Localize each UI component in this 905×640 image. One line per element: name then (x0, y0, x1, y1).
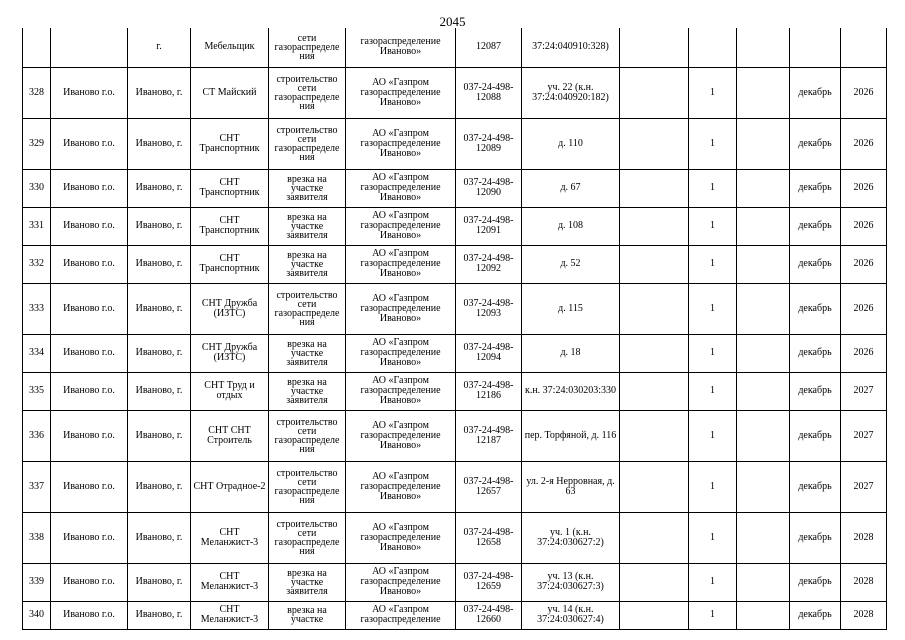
row-number-cell: 331 (23, 207, 51, 245)
year-cell: 2028 (841, 512, 887, 563)
count-cell: 1 (689, 207, 737, 245)
address-cell: д. 115 (522, 283, 620, 334)
table-row (23, 207, 887, 245)
year-cell: 2026 (841, 245, 887, 283)
application-code-cell: 037-24-498-12093 (456, 283, 522, 334)
object-name-cell: СНТ Меланжист-3 (191, 563, 269, 601)
empty-cell (737, 245, 790, 283)
empty-cell (620, 410, 689, 461)
application-code-cell: 037-24-498-12660 (456, 601, 522, 629)
address-cell: д. 67 (522, 169, 620, 207)
month-cell: декабрь (790, 512, 841, 563)
month-cell: декабрь (790, 283, 841, 334)
empty-cell (737, 372, 790, 410)
address-cell: уч. 14 (к.н. 37:24:030627:4) (522, 601, 620, 629)
row-number-cell (23, 28, 51, 67)
address-cell: уч. 1 (к.н. 37:24:030627:2) (522, 512, 620, 563)
municipality-cell: Иваново г.о. (51, 245, 128, 283)
municipality-cell (51, 28, 128, 67)
address-cell: д. 108 (522, 207, 620, 245)
locality-cell: Иваново, г. (128, 334, 191, 372)
row-number-cell: 339 (23, 563, 51, 601)
year-cell: 2026 (841, 118, 887, 169)
row-number-cell: 333 (23, 283, 51, 334)
application-code-cell: 037-24-498-12658 (456, 512, 522, 563)
count-cell: 1 (689, 67, 737, 118)
empty-cell (620, 512, 689, 563)
month-cell: декабрь (790, 207, 841, 245)
application-code-cell: 037-24-498-12094 (456, 334, 522, 372)
work-type-cell: врезка на участке заявителя (269, 207, 346, 245)
locality-cell: Иваново, г. (128, 118, 191, 169)
locality-cell: Иваново, г. (128, 601, 191, 629)
municipality-cell: Иваново г.о. (51, 283, 128, 334)
work-type-cell: строительство сети газораспределе ния (269, 118, 346, 169)
empty-cell (737, 461, 790, 512)
empty-cell (620, 118, 689, 169)
year-cell (841, 28, 887, 67)
empty-cell (737, 169, 790, 207)
application-code-cell: 037-24-498-12090 (456, 169, 522, 207)
locality-cell: Иваново, г. (128, 372, 191, 410)
company-cell: АО «Газпром газораспределение Иваново» (346, 461, 456, 512)
gasification-table (22, 28, 887, 630)
count-cell (689, 28, 737, 67)
application-code-cell: 037-24-498-12089 (456, 118, 522, 169)
year-cell: 2027 (841, 372, 887, 410)
address-cell: пер. Торфяной, д. 116 (522, 410, 620, 461)
company-cell: АО «Газпром газораспределение Иваново» (346, 67, 456, 118)
municipality-cell: Иваново г.о. (51, 410, 128, 461)
empty-cell (620, 334, 689, 372)
application-code-cell: 037-24-498-12187 (456, 410, 522, 461)
object-name-cell: СНТ Отрадное-2 (191, 461, 269, 512)
application-code-cell: 037-24-498-12088 (456, 67, 522, 118)
row-number-cell: 340 (23, 601, 51, 629)
month-cell (790, 28, 841, 67)
work-type-cell: сети газораспределе ния (269, 28, 346, 67)
municipality-cell: Иваново г.о. (51, 461, 128, 512)
object-name-cell: СНТ Дружба (ИЗТС) (191, 283, 269, 334)
count-cell: 1 (689, 410, 737, 461)
count-cell: 1 (689, 245, 737, 283)
company-cell: АО «Газпром газораспределение Иваново» (346, 169, 456, 207)
company-cell: АО «Газпром газораспределение Иваново» (346, 245, 456, 283)
row-number-cell: 337 (23, 461, 51, 512)
empty-cell (737, 563, 790, 601)
row-number-cell: 334 (23, 334, 51, 372)
municipality-cell: Иваново г.о. (51, 207, 128, 245)
empty-cell (620, 245, 689, 283)
table-row (23, 169, 887, 207)
empty-cell (620, 28, 689, 67)
locality-cell: Иваново, г. (128, 245, 191, 283)
month-cell: декабрь (790, 601, 841, 629)
row-number-cell: 332 (23, 245, 51, 283)
address-cell: 37:24:040910:328) (522, 28, 620, 67)
table-row (23, 334, 887, 372)
row-number-cell: 330 (23, 169, 51, 207)
month-cell: декабрь (790, 67, 841, 118)
empty-cell (737, 207, 790, 245)
empty-cell (737, 601, 790, 629)
table-row (23, 563, 887, 601)
address-cell: д. 110 (522, 118, 620, 169)
application-code-cell: 037-24-498-12092 (456, 245, 522, 283)
year-cell: 2028 (841, 601, 887, 629)
year-cell: 2026 (841, 334, 887, 372)
address-cell: уч. 22 (к.н. 37:24:040920:182) (522, 67, 620, 118)
locality-cell: Иваново, г. (128, 512, 191, 563)
work-type-cell: строительство сети газораспределе ния (269, 512, 346, 563)
object-name-cell: СНТ Меланжист-3 (191, 512, 269, 563)
locality-cell: Иваново, г. (128, 461, 191, 512)
company-cell: АО «Газпром газораспределение (346, 601, 456, 629)
empty-cell (737, 334, 790, 372)
table-row (23, 410, 887, 461)
work-type-cell: строительство сети газораспределе ния (269, 461, 346, 512)
row-number-cell: 338 (23, 512, 51, 563)
work-type-cell: врезка на участке заявителя (269, 169, 346, 207)
application-code-cell: 12087 (456, 28, 522, 67)
month-cell: декабрь (790, 372, 841, 410)
table-row (23, 245, 887, 283)
page-number: 2045 (439, 14, 466, 29)
locality-cell: Иваново, г. (128, 410, 191, 461)
month-cell: декабрь (790, 461, 841, 512)
empty-cell (620, 67, 689, 118)
month-cell: декабрь (790, 410, 841, 461)
month-cell: декабрь (790, 118, 841, 169)
company-cell: АО «Газпром газораспределение Иваново» (346, 372, 456, 410)
locality-cell: Иваново, г. (128, 67, 191, 118)
address-cell: д. 52 (522, 245, 620, 283)
year-cell: 2028 (841, 563, 887, 601)
company-cell: АО «Газпром газораспределение Иваново» (346, 207, 456, 245)
count-cell: 1 (689, 334, 737, 372)
object-name-cell: СНТ Транспортник (191, 245, 269, 283)
empty-cell (620, 207, 689, 245)
table-row (23, 512, 887, 563)
count-cell: 1 (689, 372, 737, 410)
table-row (23, 118, 887, 169)
work-type-cell: врезка на участке заявителя (269, 563, 346, 601)
object-name-cell: СНТ СНТ Строитель (191, 410, 269, 461)
company-cell: АО «Газпром газораспределение Иваново» (346, 118, 456, 169)
table-row (23, 601, 887, 629)
address-cell: д. 18 (522, 334, 620, 372)
table-row (23, 461, 887, 512)
count-cell: 1 (689, 169, 737, 207)
count-cell: 1 (689, 118, 737, 169)
object-name-cell: СНТ Транспортник (191, 169, 269, 207)
municipality-cell: Иваново г.о. (51, 334, 128, 372)
year-cell: 2026 (841, 67, 887, 118)
month-cell: декабрь (790, 169, 841, 207)
municipality-cell: Иваново г.о. (51, 512, 128, 563)
locality-cell: Иваново, г. (128, 207, 191, 245)
empty-cell (620, 563, 689, 601)
year-cell: 2027 (841, 410, 887, 461)
work-type-cell: строительство сети газораспределе ния (269, 410, 346, 461)
work-type-cell: строительство сети газораспределе ния (269, 283, 346, 334)
year-cell: 2026 (841, 169, 887, 207)
table-row (23, 283, 887, 334)
empty-cell (737, 410, 790, 461)
count-cell: 1 (689, 461, 737, 512)
work-type-cell: врезка на участке заявителя (269, 245, 346, 283)
work-type-cell: врезка на участке заявителя (269, 334, 346, 372)
year-cell: 2026 (841, 207, 887, 245)
application-code-cell: 037-24-498-12659 (456, 563, 522, 601)
address-cell: уч. 13 (к.н. 37:24:030627:3) (522, 563, 620, 601)
company-cell: газораспределение Иваново» (346, 28, 456, 67)
empty-cell (737, 283, 790, 334)
table-row (23, 28, 887, 67)
month-cell: декабрь (790, 563, 841, 601)
object-name-cell: СТ Майский (191, 67, 269, 118)
empty-cell (620, 372, 689, 410)
empty-cell (620, 169, 689, 207)
empty-cell (737, 512, 790, 563)
municipality-cell: Иваново г.о. (51, 372, 128, 410)
empty-cell (620, 601, 689, 629)
row-number-cell: 336 (23, 410, 51, 461)
year-cell: 2027 (841, 461, 887, 512)
municipality-cell: Иваново г.о. (51, 118, 128, 169)
locality-cell: Иваново, г. (128, 563, 191, 601)
locality-cell: г. (128, 28, 191, 67)
application-code-cell: 037-24-498-12091 (456, 207, 522, 245)
object-name-cell: СНТ Транспортник (191, 118, 269, 169)
work-type-cell: врезка на участке (269, 601, 346, 629)
year-cell: 2026 (841, 283, 887, 334)
object-name-cell: СНТ Труд и отдых (191, 372, 269, 410)
row-number-cell: 328 (23, 67, 51, 118)
locality-cell: Иваново, г. (128, 169, 191, 207)
count-cell: 1 (689, 563, 737, 601)
company-cell: АО «Газпром газораспределение Иваново» (346, 410, 456, 461)
month-cell: декабрь (790, 334, 841, 372)
object-name-cell: Мебельщик (191, 28, 269, 67)
empty-cell (737, 28, 790, 67)
object-name-cell: СНТ Дружба (ИЗТС) (191, 334, 269, 372)
table-row (23, 67, 887, 118)
application-code-cell: 037-24-498-12186 (456, 372, 522, 410)
empty-cell (620, 461, 689, 512)
company-cell: АО «Газпром газораспределение Иваново» (346, 334, 456, 372)
address-cell: ул. 2-я Нерровная, д. 63 (522, 461, 620, 512)
locality-cell: Иваново, г. (128, 283, 191, 334)
work-type-cell: строительство сети газораспределе ния (269, 67, 346, 118)
table-body (23, 28, 887, 629)
empty-cell (620, 283, 689, 334)
company-cell: АО «Газпром газораспределение Иваново» (346, 563, 456, 601)
count-cell: 1 (689, 512, 737, 563)
municipality-cell: Иваново г.о. (51, 563, 128, 601)
application-code-cell: 037-24-498-12657 (456, 461, 522, 512)
empty-cell (737, 118, 790, 169)
company-cell: АО «Газпром газораспределение Иваново» (346, 283, 456, 334)
table-row (23, 372, 887, 410)
object-name-cell: СНТ Транспортник (191, 207, 269, 245)
municipality-cell: Иваново г.о. (51, 601, 128, 629)
company-cell: АО «Газпром газораспределение Иваново» (346, 512, 456, 563)
municipality-cell: Иваново г.о. (51, 67, 128, 118)
row-number-cell: 335 (23, 372, 51, 410)
empty-cell (737, 67, 790, 118)
address-cell: к.н. 37:24:030203:330 (522, 372, 620, 410)
object-name-cell: СНТ Меланжист-3 (191, 601, 269, 629)
row-number-cell: 329 (23, 118, 51, 169)
work-type-cell: врезка на участке заявителя (269, 372, 346, 410)
count-cell: 1 (689, 601, 737, 629)
month-cell: декабрь (790, 245, 841, 283)
count-cell: 1 (689, 283, 737, 334)
municipality-cell: Иваново г.о. (51, 169, 128, 207)
